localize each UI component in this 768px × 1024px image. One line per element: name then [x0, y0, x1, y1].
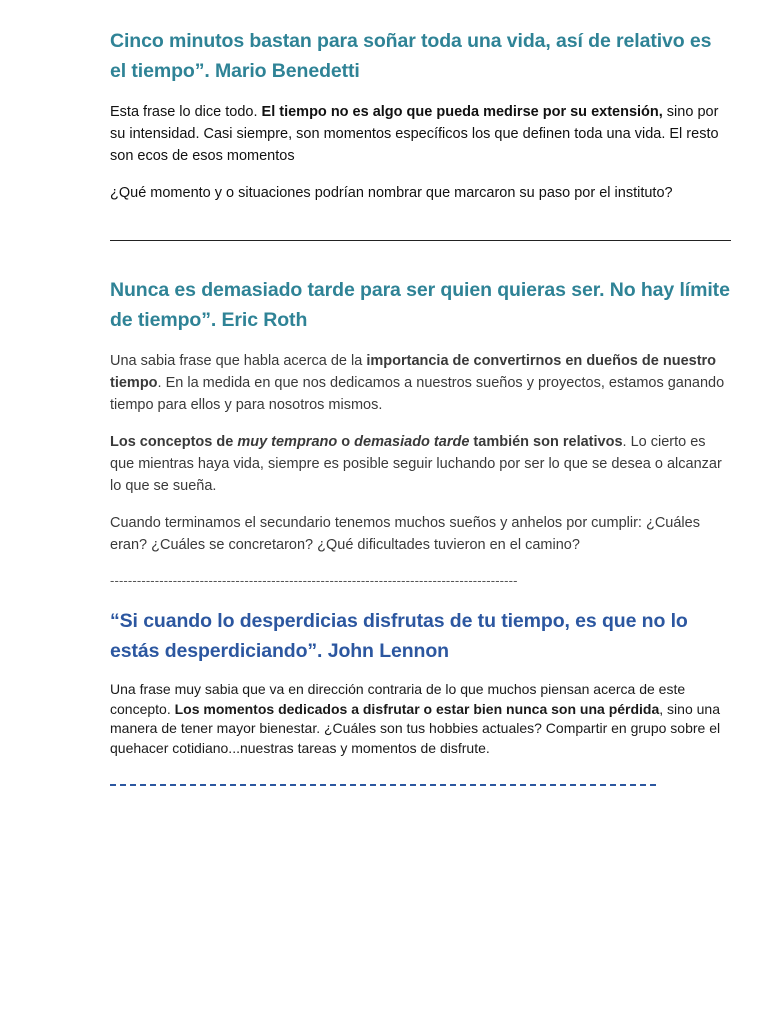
document-page	[110, 26, 732, 786]
dashed-separator-blue	[110, 784, 656, 786]
quote-heading-roth: Nunca es demasiado tarde para ser quien quieras ser. No hay límite de tiempo”. Eric Roth	[110, 279, 730, 331]
text-segment: . Lo cierto es que mientras haya vida, siempre es posible seguir luchando por ser lo que se desea o alcanzar lo que se sueña.	[110, 434, 722, 494]
text-segment: , sino una manera de tener mayor bienestar. ¿Cuáles son tus hobbies actuales? Compartir en grupo sobre el quehacer cotidiano...nuestras tareas y momentos de disfrute.	[110, 700, 721, 756]
horizontal-rule	[110, 240, 731, 241]
text-segment: sino por su intensidad. Casi siempre, son momentos específicos los que definen toda una vida. El resto son ecos de esos momentos	[110, 104, 719, 164]
bold-segment: importancia de convertirnos en dueños de nuestro tiempo	[110, 353, 717, 391]
bold-italic-segment	[237, 434, 337, 450]
bold-segment: Los conceptos de	[110, 434, 238, 450]
text-segment: Una frase muy sabia que va en dirección contraria de lo que muchos piensan acerca de este concepto.	[110, 681, 686, 717]
paragraph-roth-explanation	[110, 350, 732, 416]
paragraph-benedetti-explanation	[110, 101, 732, 167]
question-instituto: ¿Qué momento y o situaciones podrían nombrar que marcaron su paso por el instituto?	[110, 185, 673, 201]
question-secundario: Cuando terminamos el secundario tenemos muchos sueños y anhelos por cumplir: ¿Cuáles eran? ¿Cuáles se concretaron? ¿Qué dificultades tuvieron en el camino?	[110, 515, 700, 553]
dashed-separator: -------------------------------------------------------------------------------------------	[110, 573, 518, 588]
quote-heading-lennon: “Si cuando lo desperdicias disfrutas de tu tiempo, es que no lo estás desperdiciando”. John Lennon	[110, 610, 688, 662]
paragraph-relative-concepts	[110, 431, 732, 497]
quote-heading-benedetti: Cinco minutos bastan para soñar toda una vida, así de relativo es el tiempo”. Mario Benedetti	[110, 30, 712, 82]
paragraph-lennon-explanation	[110, 680, 732, 758]
bold-segment: o	[337, 434, 355, 450]
bold-segment: Los momentos dedicados a disfrutar o estar bien nunca son una pérdida	[174, 700, 660, 717]
text-segment: . En la medida en que nos dedicamos a nuestros sueños y proyectos, estamos ganando tiempo para ellos y para nosotros mismos.	[110, 375, 725, 413]
bold-italic-segment	[354, 434, 469, 450]
text-segment: Una sabia frase que habla acerca de la	[110, 353, 367, 369]
italic-segment: muy temprano	[237, 434, 338, 450]
bold-segment: El tiempo no es algo que pueda medirse por su extensión,	[261, 104, 663, 120]
italic-segment: demasiado tarde	[354, 434, 470, 450]
text-segment: Esta frase lo dice todo.	[110, 104, 262, 120]
bold-segment: también son relativos	[469, 434, 623, 450]
